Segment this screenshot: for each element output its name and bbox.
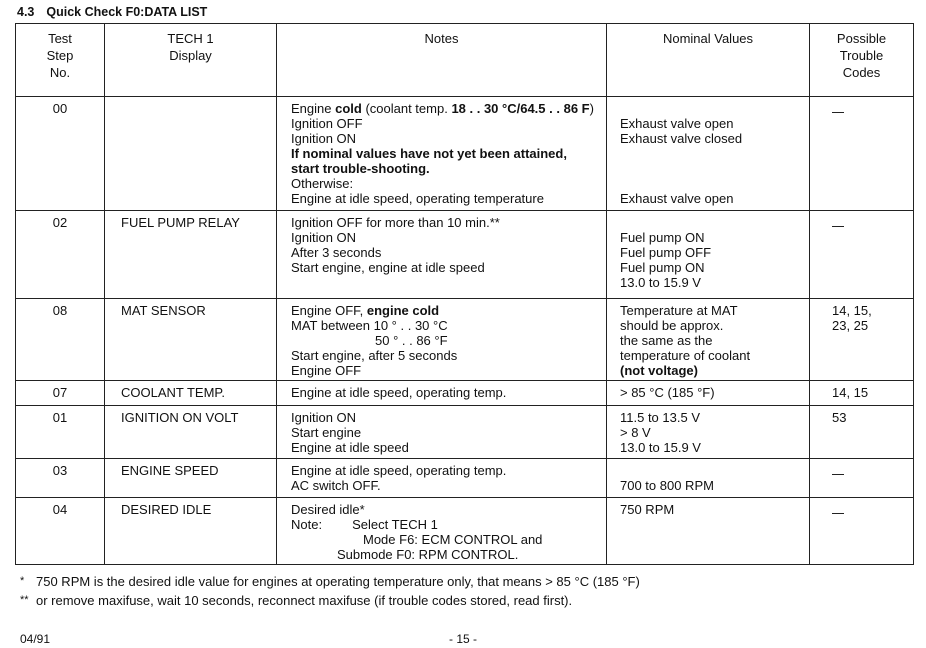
trouble-code-line: 23, 25 [832, 318, 869, 333]
nominal-cell [607, 498, 810, 565]
notes-line [291, 146, 602, 161]
nominal-line-segment: 13.0 to 15.9 V [620, 440, 701, 455]
col-header-trouble-codes: Possible Trouble Codes [810, 24, 914, 97]
nominal-cell [607, 211, 810, 299]
col-header-tech1-display: TECH 1 Display [105, 24, 277, 97]
notes-line-segment: Engine OFF, [291, 303, 367, 318]
notes-cell [277, 498, 607, 565]
notes-line [291, 410, 602, 425]
notes-line [291, 425, 602, 440]
trouble-codes-cell [810, 211, 914, 299]
nominal-line-segment: temperature of coolant [620, 348, 751, 363]
nominal-line-segment: Fuel pump OFF [620, 245, 712, 260]
notes-line-segment: Note: [291, 517, 323, 532]
notes-line-segment: Ignition OFF [291, 116, 363, 131]
nominal-line [620, 260, 805, 275]
notes-cell [277, 459, 607, 498]
table-row [16, 381, 914, 406]
nominal-line [620, 410, 805, 425]
trouble-codes-cell [810, 459, 914, 498]
display-cell: DESIRED IDLE [105, 498, 277, 565]
notes-line [291, 517, 602, 532]
no-codes-dash [832, 226, 844, 227]
nominal-line-segment: 13.0 to 15.9 V [620, 275, 701, 290]
nominal-line-segment: Exhaust valve closed [620, 131, 743, 146]
notes-line [291, 532, 602, 547]
nominal-line [620, 146, 805, 161]
footnote-1-mark: * [20, 575, 25, 587]
notes-line-segment: 18 . . 30 °C/64.5 . . 86 F [451, 101, 590, 116]
footnote-1-text: 750 RPM is the desired idle value for engines at operating temperature only, that means > 85 °C (185 °F) [36, 574, 640, 589]
notes-line [291, 230, 602, 245]
notes-line [291, 318, 602, 333]
nominal-line [620, 318, 805, 333]
no-codes-dash [832, 474, 844, 475]
notes-line-segment: engine cold [366, 303, 440, 318]
nominal-line [620, 348, 805, 363]
nominal-line [620, 303, 805, 318]
display-cell: MAT SENSOR [105, 299, 277, 381]
nominal-line-segment: should be approx. [620, 318, 724, 333]
notes-line-segment: Start engine, after 5 seconds [291, 348, 458, 363]
notes-line-segment: Engine [291, 101, 336, 116]
notes-line [291, 101, 602, 116]
table-row [16, 299, 914, 381]
notes-line [291, 463, 602, 478]
trouble-codes-cell [810, 299, 914, 381]
step-cell: 01 [16, 406, 105, 459]
notes-line-segment: start trouble-shooting. [291, 161, 430, 176]
nominal-line-segment: Exhaust valve open [620, 191, 734, 206]
trouble-codes-cell [810, 406, 914, 459]
nominal-cell [607, 97, 810, 211]
nominal-cell [607, 381, 810, 406]
nominal-line-segment: Fuel pump ON [620, 230, 705, 245]
nominal-line [620, 363, 805, 378]
nominal-line [620, 245, 805, 260]
nominal-line-segment: 11.5 to 13.5 V [620, 410, 700, 425]
notes-line [291, 333, 602, 348]
notes-line-segment: Ignition OFF for more than 10 min.** [291, 215, 500, 230]
notes-line [291, 363, 602, 378]
nominal-line [620, 333, 805, 348]
notes-line-segment: Select TECH 1 [352, 517, 438, 532]
section-heading [17, 5, 207, 19]
notes-line-segment: cold [335, 101, 362, 116]
notes-cell [277, 211, 607, 299]
display-cell: FUEL PUMP RELAY [105, 211, 277, 299]
nominal-line [620, 131, 805, 146]
notes-line-segment: (coolant temp. [361, 101, 452, 116]
notes-line-segment: Engine at idle speed [291, 440, 409, 455]
nominal-line [620, 230, 805, 245]
footer-date: 04/91 [20, 632, 51, 646]
trouble-code-line: 14, 15 [832, 385, 869, 400]
col-header-test-step: Test Step No. [16, 24, 105, 97]
notes-line-segment: Engine at idle speed, operating temp. [291, 385, 507, 400]
notes-line [291, 161, 602, 176]
notes-cell [277, 406, 607, 459]
data-list-table [15, 23, 914, 565]
display-cell: ENGINE SPEED [105, 459, 277, 498]
footnote-1 [20, 573, 640, 590]
nominal-line-segment: > 8 V [620, 425, 651, 440]
nominal-line-segment: Exhaust valve open [620, 116, 734, 131]
section-number: 4.3 [17, 5, 35, 19]
col-header-nominal-values: Nominal Values [607, 24, 810, 97]
notes-cell [277, 381, 607, 406]
no-codes-dash [832, 112, 844, 113]
trouble-code-line: 53 [832, 410, 847, 425]
no-codes-dash [832, 513, 844, 514]
nominal-line [620, 463, 805, 478]
step-cell: 03 [16, 459, 105, 498]
table-row [16, 97, 914, 211]
page-number: - 15 - [449, 632, 478, 646]
nominal-line [620, 502, 805, 517]
notes-line [291, 385, 602, 400]
notes-line-segment: AC switch OFF. [291, 478, 381, 493]
notes-line [291, 440, 602, 455]
footnote-2-text: or remove maxifuse, wait 10 seconds, reconnect maxifuse (if trouble codes stored, read first). [36, 593, 573, 608]
notes-line-segment: Desired idle* [291, 502, 365, 517]
step-cell: 00 [16, 97, 105, 211]
display-cell: COOLANT TEMP. [105, 381, 277, 406]
notes-line-segment: Ignition ON [291, 410, 357, 425]
notes-line-segment: After 3 seconds [291, 245, 382, 260]
notes-line [291, 191, 602, 206]
nominal-line-segment: Fuel pump ON [620, 260, 705, 275]
nominal-line-segment: > 85 °C (185 °F) [620, 385, 715, 400]
nominal-line-segment: the same as the [620, 333, 713, 348]
nominal-line [620, 116, 805, 131]
nominal-cell [607, 299, 810, 381]
nominal-line [620, 161, 805, 176]
notes-line-segment: 50 ° . . 86 °F [375, 333, 448, 348]
notes-line-segment: Submode F0: RPM CONTROL. [337, 547, 519, 562]
table-row [16, 459, 914, 498]
notes-line-segment: If nominal values have not yet been attained, [291, 146, 567, 161]
notes-line [291, 502, 602, 517]
nominal-line [620, 101, 805, 116]
nominal-line [620, 425, 805, 440]
nominal-line-segment: 700 to 800 RPM [620, 478, 714, 493]
notes-line-segment: Engine at idle speed, operating temp. [291, 463, 507, 478]
notes-line-segment: Otherwise: [291, 176, 354, 191]
notes-line [291, 478, 602, 493]
display-cell: IGNITION ON VOLT [105, 406, 277, 459]
nominal-line [620, 191, 805, 206]
nominal-line-segment: Temperature at MAT [620, 303, 738, 318]
notes-line-segment: Ignition ON [291, 131, 357, 146]
nominal-line-segment: (not voltage) [620, 363, 698, 378]
step-cell: 04 [16, 498, 105, 565]
notes-line [291, 131, 602, 146]
trouble-codes-cell [810, 381, 914, 406]
table-row [16, 211, 914, 299]
notes-line-segment: Start engine, engine at idle speed [291, 260, 485, 275]
step-cell: 08 [16, 299, 105, 381]
notes-line [291, 176, 602, 191]
nominal-line [620, 176, 805, 191]
nominal-line [620, 385, 805, 400]
notes-line-segment: Mode F6: ECM CONTROL and [363, 532, 543, 547]
trouble-codes-cell [810, 498, 914, 565]
notes-line [291, 348, 602, 363]
section-title: Quick Check F0:DATA LIST [46, 5, 208, 19]
nominal-line [620, 478, 805, 493]
notes-line [291, 303, 602, 318]
footnote-2 [20, 592, 572, 609]
notes-line [291, 215, 602, 230]
nominal-line-segment: 750 RPM [620, 502, 675, 517]
nominal-cell [607, 459, 810, 498]
notes-line [291, 116, 602, 131]
notes-cell [277, 97, 607, 211]
table-row [16, 406, 914, 459]
footnote-2-mark: ** [20, 594, 29, 606]
notes-line-segment: Ignition ON [291, 230, 357, 245]
col-header-notes: Notes [277, 24, 607, 97]
notes-line-segment: ) [589, 101, 594, 116]
step-cell: 02 [16, 211, 105, 299]
display-cell [105, 97, 277, 211]
notes-line-segment: Engine at idle speed, operating temperature [291, 191, 544, 206]
notes-line-segment: MAT between 10 ° . . 30 °C [291, 318, 448, 333]
step-cell: 07 [16, 381, 105, 406]
notes-line [291, 547, 602, 562]
nominal-line [620, 215, 805, 230]
nominal-cell [607, 406, 810, 459]
notes-line-segment: Start engine [291, 425, 362, 440]
table-row [16, 498, 914, 565]
nominal-line [620, 440, 805, 455]
trouble-codes-cell [810, 97, 914, 211]
notes-line [291, 245, 602, 260]
table-header-row [16, 24, 914, 97]
notes-line-segment: Engine OFF [291, 363, 362, 378]
notes-cell [277, 299, 607, 381]
notes-line [291, 260, 602, 275]
trouble-code-line: 14, 15, [832, 303, 872, 318]
nominal-line [620, 275, 805, 290]
